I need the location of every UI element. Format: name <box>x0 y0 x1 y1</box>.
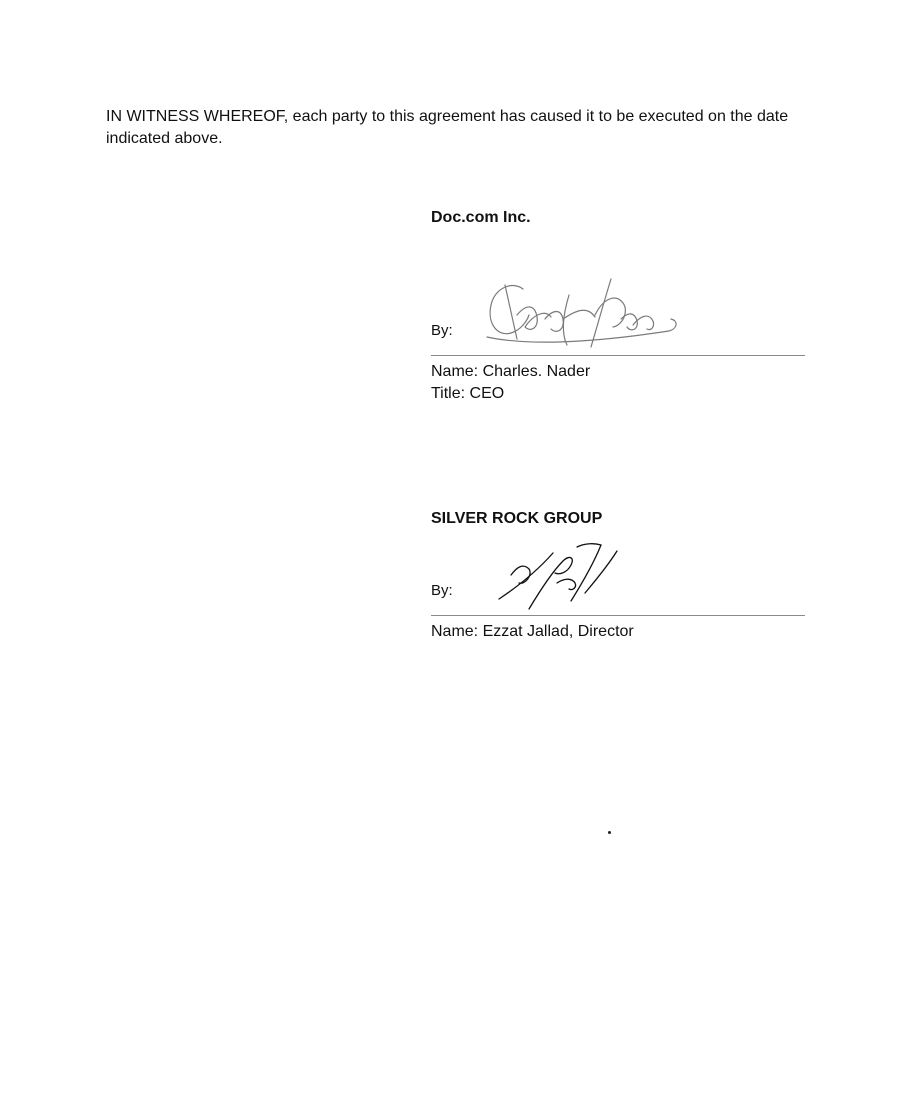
signature-line <box>431 295 805 356</box>
by-label: By: <box>431 582 453 599</box>
party-name: SILVER ROCK GROUP <box>431 510 603 527</box>
stray-dot <box>608 831 611 834</box>
by-label: By: <box>431 322 453 339</box>
party-name: Doc.com Inc. <box>431 209 531 226</box>
signature-block-silver-rock <box>431 509 805 643</box>
witness-clause: IN WITNESS WHEREOF, each party to this agreement has caused it to be executed on the date indicated above. <box>106 108 789 147</box>
signatory-title: Title: CEO <box>431 385 505 402</box>
signatory-name: Name: Ezzat Jallad, Director <box>431 623 634 640</box>
signature-image <box>483 275 683 351</box>
signature-block-doc-com <box>431 208 805 405</box>
signature-image <box>497 539 637 611</box>
signature-line <box>431 555 805 616</box>
signatory-name: Name: Charles. Nader <box>431 363 591 380</box>
